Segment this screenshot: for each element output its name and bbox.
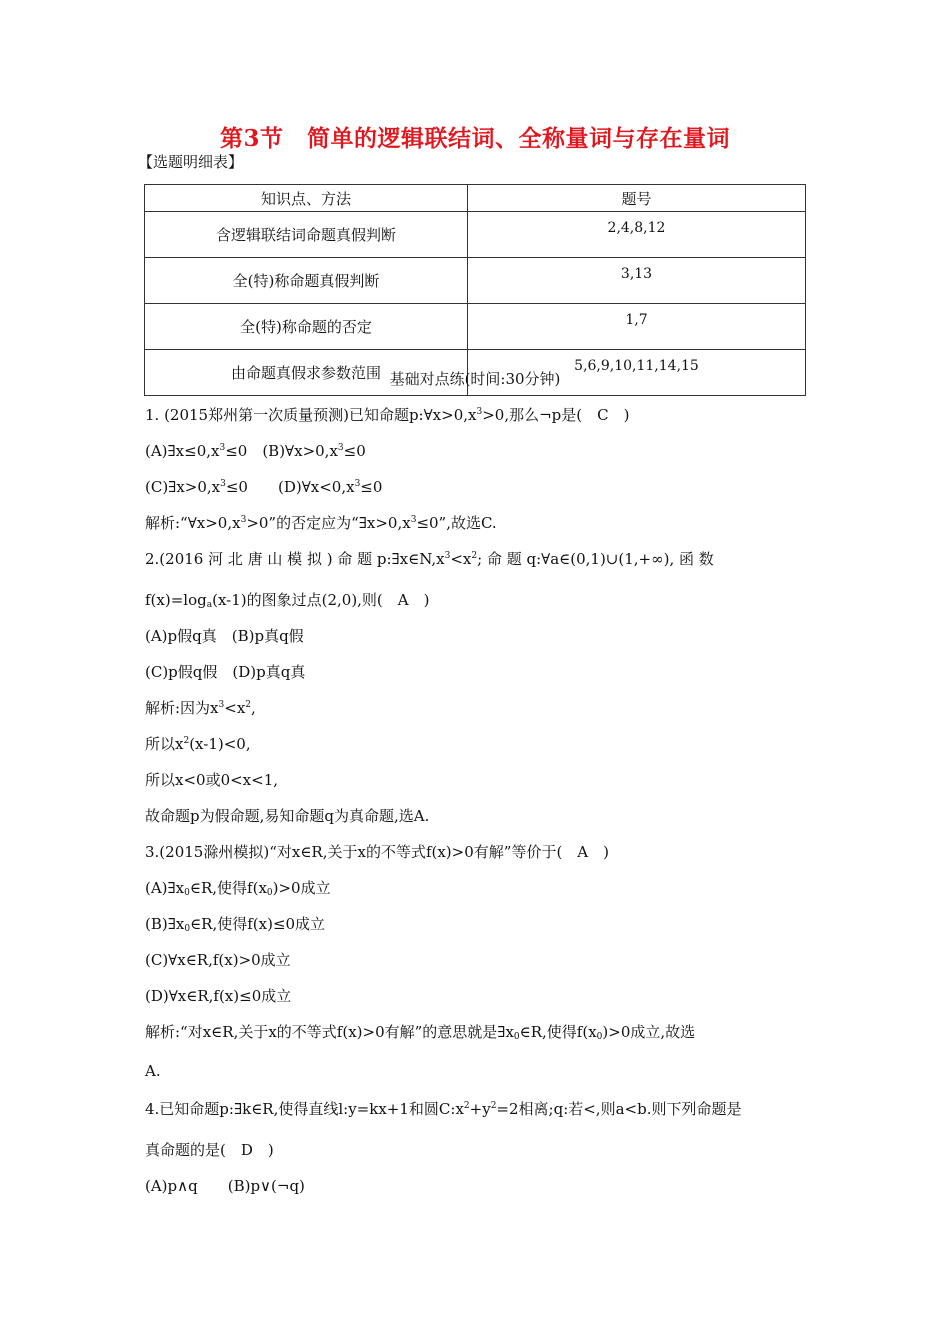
q2-analysis: 解析:因为$x^3<x^2$,: [145, 699, 256, 717]
q2-analysis-2: 所以$x^2(x-1)<0$,: [145, 735, 251, 753]
table-row: [145, 258, 806, 304]
q3-option-b: $(B)\exists x_0\in R$,使得f(x)≤0成立: [145, 915, 326, 934]
table-header-row: [145, 185, 806, 212]
question-3: 3.(2015滁州模拟)“对x∈R,关于x的不等式f(x)>0有解”等价于( A ): [145, 843, 609, 861]
header-nums: 题号: [468, 185, 806, 212]
q3-option-a: $(A)\exists x_0\in R$,使得$f(x_0)>0$成立: [145, 879, 331, 898]
q3-option-c: (C)∀x∈R,f(x)>0成立: [145, 951, 291, 969]
page-title: 第3节 简单的逻辑联结词、全称量词与存在量词: [219, 125, 730, 152]
q1-options-cd: $(C)\exists x>0,x^3\le 0$ $(D)\forall x<0,x^3\le 0$: [145, 478, 383, 496]
table-caption: 【选题明细表】: [138, 153, 244, 171]
q2-analysis-3: 所以x<0或0<x<1,: [145, 771, 279, 789]
q3-analysis-cont: A.: [145, 1062, 161, 1080]
topic-cell: 全(特)称命题真假判断: [145, 258, 468, 304]
q2-options-cd: (C)p假q假 (D)p真q真: [145, 663, 306, 681]
table-row: [145, 304, 806, 350]
nums-cell: 2,4,8,12: [468, 212, 806, 258]
q3-analysis: 解析:“对x∈R,关于x的不等式f(x)>0有解”的意思就是$\exists x_0\in R$,使得$f(x_0)>0$成立,故选: [145, 1023, 696, 1042]
question-4-cont: 真命题的是( D ): [145, 1141, 274, 1159]
table-row: [145, 212, 806, 258]
topic-cell: 全(特)称命题的否定: [145, 304, 468, 350]
question-1: 1. (2015郑州第一次质量预测)已知命题$p:\forall x>0,x^3>0$,那么¬p是( C ): [145, 406, 630, 424]
topic-table: [144, 184, 806, 396]
question-4: 4.已知命题p:∃k∈R,使得直线l:y=kx+1和圆$C:x^2+y^2=2$相离;q:若<,则a<b.则下列命题是: [145, 1100, 742, 1118]
q1-options-ab: $(A)\exists x\le 0,x^3\le 0$ $(B)\forall x>0,x^3\le 0$: [145, 442, 366, 460]
nums-cell: 5,6,9,10,11,14,15: [468, 350, 806, 396]
q3-option-d: (D)∀x∈R,f(x)≤0成立: [145, 987, 292, 1005]
q4-options-ab: (A)p∧q (B)p∨(¬q): [145, 1177, 305, 1195]
question-2-cont: $f(x)=\log_a(x-1)$的图象过点(2,0),则( A ): [145, 591, 430, 610]
header-topic: 知识点、方法: [145, 185, 468, 212]
question-2: 2.(2016 河 北 唐 山 模 拟 ) 命 题 $p:\exists x\in N,x^3<x^2$; 命 题 q:∀a∈(0,1)∪(1,+∞), 函 数: [145, 550, 714, 568]
q2-options-ab: (A)p假q真 (B)p真q假: [145, 627, 304, 645]
q1-analysis: 解析$:“\forall x>0,x^3>0$”的否定应为“$\exists x>0,x^3\le 0$”,故选C.: [145, 514, 497, 532]
nums-cell: 3,13: [468, 258, 806, 304]
topic-cell: 含逻辑联结词命题真假判断: [145, 212, 468, 258]
topic-cell: 由命题真假求参数范围: [145, 350, 468, 396]
q2-analysis-4: 故命题p为假命题,易知命题q为真命题,选A.: [145, 807, 430, 825]
section-title: 基础对点练(时间:30分钟): [389, 370, 561, 388]
nums-cell: 1,7: [468, 304, 806, 350]
